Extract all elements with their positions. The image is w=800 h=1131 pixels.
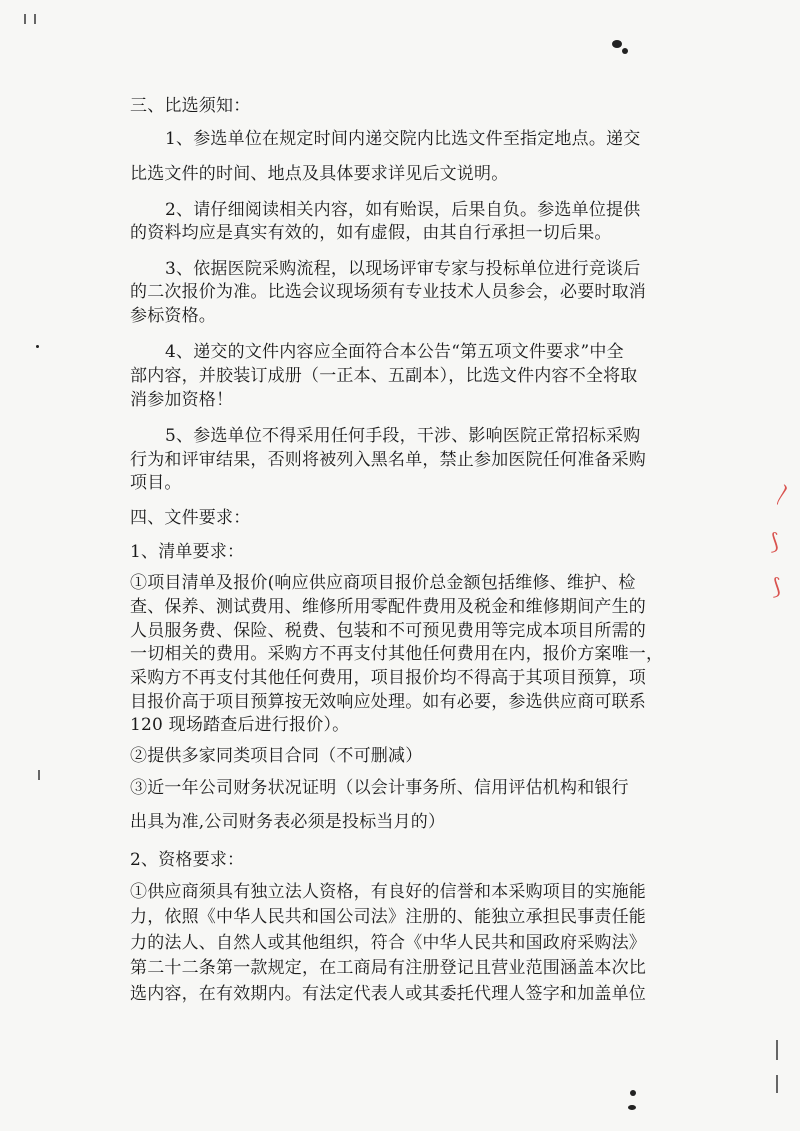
red-seal-fragment: ⟆	[770, 530, 779, 555]
paragraph-line: 行为和评审结果，否则将被列入黑名单，禁止参加医院任何准备采购	[130, 450, 646, 470]
ink-spot	[628, 1105, 636, 1110]
paragraph-line: ①项目清单及报价(响应供应商项目报价总金额包括维修、维护、检	[130, 573, 636, 593]
subsection-heading: 2、资格要求：	[130, 850, 245, 870]
paragraph-line: 出具为准,公司财务表必须是投标当月的）	[130, 812, 446, 832]
ink-spot	[612, 40, 622, 48]
red-seal-fragment: 〳	[772, 483, 795, 508]
paragraph-line: 比选文件的时间、地点及具体要求详见后文说明。	[130, 164, 509, 184]
paragraph-line: 力的法人、自然人或其他组织，符合《中华人民共和国政府采购法》	[130, 933, 646, 953]
paragraph-line: 查、保养、测试费用、维修所用零配件费用及税金和维修期间产生的	[130, 597, 646, 617]
scan-mark	[776, 1040, 778, 1060]
ink-spot	[630, 1090, 636, 1096]
paragraph-line: 1、参选单位在规定时间内递交院内比选文件至指定地点。递交	[165, 129, 641, 149]
paragraph-line: 2、请仔细阅读相关内容，如有贻误，后果自负。参选单位提供	[165, 200, 641, 220]
paragraph-line: 选内容，在有效期内。有法定代表人或其委托代理人签字和加盖单位	[130, 984, 646, 1004]
ink-spot	[622, 48, 628, 54]
red-seal-fragment: ⟆	[772, 575, 781, 600]
paragraph-line: 消参加资格！	[130, 390, 234, 410]
paragraph-line: 的二次报价为准。比选会议现场须有专业技术人员参会，必要时取消	[130, 282, 646, 302]
paragraph-line: 的资料均应是真实有效的，如有虚假，由其自行承担一切后果。	[130, 223, 612, 243]
paragraph-line: 3、依据医院采购流程，以现场评审专家与投标单位进行竞谈后	[165, 259, 641, 279]
paragraph-line: 目报价高于项目预算按无效响应处理。如有必要，参选供应商可联系	[130, 692, 646, 712]
section-heading: 四、文件要求：	[130, 508, 251, 528]
scan-mark	[34, 14, 36, 24]
paragraph-line: 部内容，并胶装订成册（一正本、五副本），比选文件内容不全将取	[130, 366, 638, 386]
paragraph-line: 一切相关的费用。采购方不再支付其他任何费用在内，报价方案唯一，	[130, 644, 664, 664]
paragraph-line: 项目。	[130, 473, 182, 493]
paragraph-line: 第二十二条第一款规定，在工商局有注册登记且营业范围涵盖本次比	[130, 958, 646, 978]
subsection-heading: 1、清单要求：	[130, 542, 245, 562]
section-heading: 三、比选须知：	[130, 96, 251, 116]
paragraph-line: 采购方不再支付其他任何费用，项目报价均不得高于其项目预算，项	[130, 668, 646, 688]
paragraph-line: ①供应商须具有独立法人资格，有良好的信誉和本采购项目的实施能	[130, 882, 646, 902]
paragraph-line: 120 现场踏查后进行报价）。	[130, 715, 350, 735]
scan-mark	[776, 1075, 778, 1093]
list-item: ③近一年公司财务状况证明（以会计事务所、信用评估机构和银行	[130, 778, 629, 798]
paragraph-line: 5、参选单位不得采用任何手段，干涉、影响医院正常招标采购	[165, 426, 641, 446]
paragraph-line: 4、递交的文件内容应全面符合本公告“第五项文件要求”中全	[165, 342, 624, 362]
scan-mark	[24, 14, 26, 24]
list-item: ②提供多家同类项目合同（不可删减）	[130, 746, 423, 766]
scan-mark	[38, 770, 40, 780]
ink-spot	[36, 345, 39, 348]
paragraph-line: 力，依照《中华人民共和国公司法》注册的、能独立承担民事责任能	[130, 907, 646, 927]
paragraph-line: 人员服务费、保险、税费、包装和不可预见费用等完成本项目所需的	[130, 621, 646, 641]
paragraph-line: 参标资格。	[130, 306, 216, 326]
